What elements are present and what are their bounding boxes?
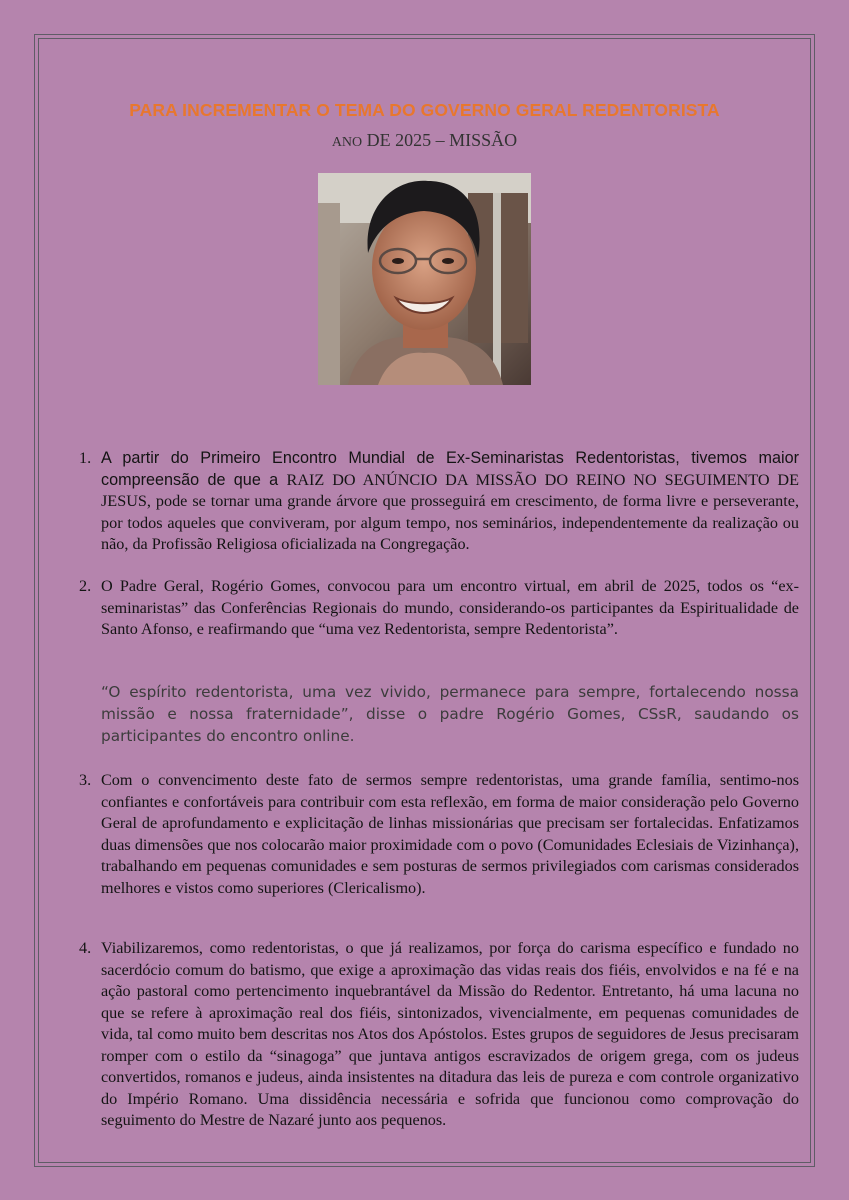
portrait-photo: [318, 173, 531, 385]
document-subtitle: [40, 130, 809, 151]
list-item-2: [79, 576, 799, 641]
item-2-text: O Padre Geral, Rogério Gomes, convocou para um encontro virtual, em abril de 2025, todos os “ex-seminaristas” das Conferências Regionais do mundo, considerando-os participantes da Espiritualidade de Santo Afonso, e reafirmando que “uma vez Redentorista, sempre Redentorista”.: [101, 577, 799, 638]
document-title: PARA INCREMENTAR O TEMA DO GOVERNO GERAL REDENTORISTA: [129, 100, 720, 120]
block-quote: “O espírito redentorista, uma vez vivido, permanece para sempre, fortalecendo nossa missão e nossa fraternidade”, disse o padre Rogério Gomes, CSsR, saudando os participantes do encontro online.: [101, 683, 799, 745]
item-1-text-part1: A partir do Primeiro Encontro Mundial de Ex-Seminaristas Redentoristas, tivemos maior compreensão de que a: [101, 449, 799, 489]
portrait-image: [318, 173, 531, 385]
list-item-1: [79, 448, 799, 556]
subtitle-text: DE 2025 – MISSÃO: [366, 130, 518, 150]
list-item-3: [79, 770, 799, 899]
list-item-number: 3.: [79, 771, 92, 789]
list-item-number: 4.: [79, 939, 92, 957]
list-item-number: 2.: [79, 577, 92, 595]
list-item-4: [79, 938, 799, 1132]
subtitle-prefix: ANO: [331, 135, 363, 150]
item-1-text-part2: RAIZ DO ANÚNCIO DA MISSÃO DO REINO NO SEGUIMENTO DE JESUS, pode se tornar uma grande árvore que prosseguirá em crescimento, de forma livre e perseverante, por todos aqueles que conviveram, por algum tempo, nos seminários, independentemente da realização ou não, da Profissão Religiosa oficializada na Congregação.: [101, 470, 799, 553]
list-item-number: 1.: [79, 449, 92, 467]
item-4-text: Viabilizaremos, como redentoristas, o que já realizamos, por força do carisma específico e fundado no sacerdócio comum do batismo, que exige a aproximação das vidas reais dos fiéis, envolvidos e na fé e na ação pastoral como pertencimento inquebrantável da Missão do Redentor. Entretanto, há uma lacuna no que se refere à aproximação real dos fiéis, sintonizados, vivencialmente, em pequenas comunidades de vida, tal como muito bem descritas nos Atos dos Apóstolos. Estes grupos de seguidores de Jesus precisaram romper com o estilo da “sinagoga” que juntava antigos escravizados de origem grega, com os judeus convertidos, romanos e judeus, ainda insistentes na ditadura das leis de pureza e com controle organizativo do Império Romano. Uma dissidência necessária e sofrida que funcionou como comprovação do seguimento do Mestre de Nazaré junto aos pequenos.: [101, 939, 799, 1129]
item-3-text: Com o convencimento deste fato de sermos sempre redentoristas, uma grande família, sentimo-nos confiantes e confortáveis para contribuir com esta reflexão, em forma de maior consideração pelo Governo Geral de aprofundamento e explicitação de linhas missionárias que precisam ser fortalecidas. Enfatizamos duas dimensões que nos colocarão maior proximidade com o povo (Comunidades Eclesiais de Vizinhança), trabalhando em pequenas comunidades e sem posturas de sermos privilegiados com carismas considerados melhores e vistos como superiores (Clericalismo).: [101, 771, 799, 897]
